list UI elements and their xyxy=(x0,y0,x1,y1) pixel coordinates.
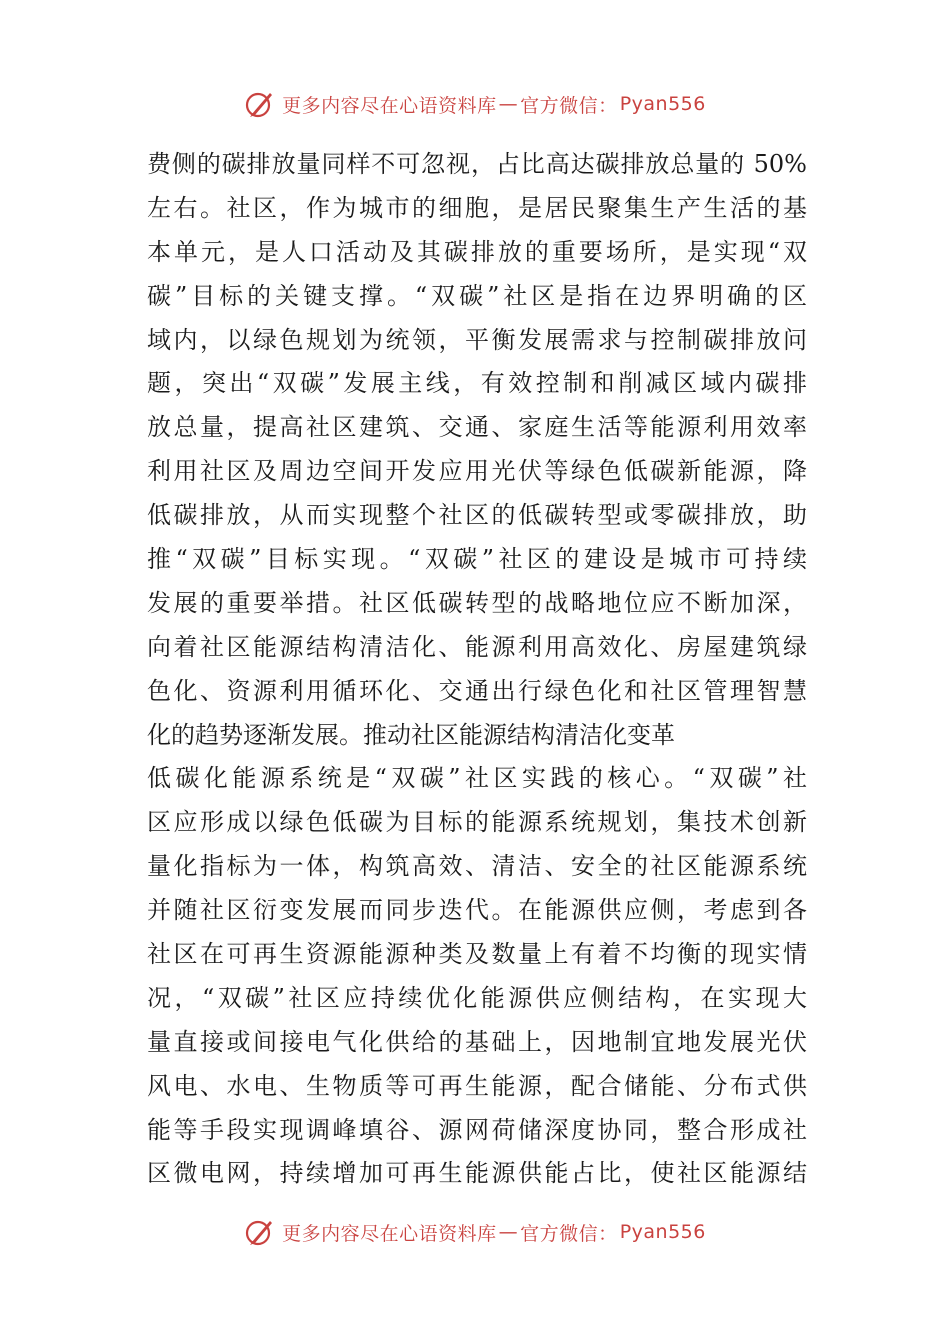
body-line: 区微电网，持续增加可再生能源供能占比，使社区能源结 xyxy=(147,1159,807,1188)
body-line: 向着社区能源结构清洁化、能源利用高效化、房屋建筑绿 xyxy=(147,632,807,661)
body-line: 发展的重要举措。社区低碳转型的战略地位应不断加深， xyxy=(147,588,807,617)
body-line: 低碳化能源系统是“双碳”社区实践的核心。“双碳”社 xyxy=(147,764,807,793)
banner-official-label: 官方微信： xyxy=(520,1222,618,1245)
body-line: 碳”目标的关键支撑。“双碳”社区是指在边界明确的区 xyxy=(147,281,807,310)
body-line: 左右。社区，作为城市的细胞，是居民聚集生产生活的基 xyxy=(147,193,807,222)
body-line: 色化、资源利用循环化、交通出行绿色化和社区管理智慧 xyxy=(147,676,807,705)
footer-banner xyxy=(0,1212,950,1252)
body-line: 区应形成以绿色低碳为目标的能源系统规划，集技术创新 xyxy=(147,808,807,837)
body-line: 况，“双碳”社区应持续优化能源供应侧结构，在实现大 xyxy=(147,983,807,1012)
body-line: 风电、水电、生物质等可再生能源，配合储能、分布式供 xyxy=(147,1071,807,1100)
body-line: 能等手段实现调峰填谷、源网荷储深度协同，整合形成社 xyxy=(147,1115,807,1144)
banner-official-label: 官方微信： xyxy=(520,94,618,117)
body-line: 本单元，是人口活动及其碳排放的重要场所，是实现“双 xyxy=(147,237,807,266)
banner-separator: — xyxy=(498,1221,519,1243)
body-line: 量直接或间接电气化供给的基础上，因地制宜地发展光伏 xyxy=(147,1027,807,1056)
body-line: 化的趋势逐渐发展。推动社区能源结构清洁化变革 xyxy=(147,720,675,749)
body-line: 低碳排放，从而实现整个社区的低碳转型或零碳排放，助 xyxy=(147,501,807,530)
body-line: 利用社区及周边空间开发应用光伏等绿色低碳新能源，降 xyxy=(147,457,807,486)
body-line: 推“双碳”目标实现。“双碳”社区的建设是城市可持续 xyxy=(147,545,807,574)
banner-text: 更多内容尽在心语资料库 xyxy=(282,94,497,117)
banner-handle: Pyan556 xyxy=(619,1221,706,1243)
header-banner xyxy=(0,84,950,124)
banner-text: 更多内容尽在心语资料库 xyxy=(282,1222,497,1245)
banner-separator: — xyxy=(498,93,519,115)
quill-pen-icon xyxy=(244,88,276,120)
body-line: 题，突出“双碳”发展主线，有效控制和削减区域内碳排 xyxy=(147,369,807,398)
document-body xyxy=(147,143,807,1196)
body-line: 域内，以绿色规划为统领，平衡发展需求与控制碳排放问 xyxy=(147,325,807,354)
body-line: 放总量，提高社区建筑、交通、家庭生活等能源利用效率 xyxy=(147,413,807,442)
body-line: 社区在可再生资源能源种类及数量上有着不均衡的现实情 xyxy=(147,940,807,969)
body-line: 费侧的碳排放量同样不可忽视，占比高达碳排放总量的 50% xyxy=(147,150,807,178)
quill-pen-icon xyxy=(244,1216,276,1248)
body-line: 量化指标为一体，构筑高效、清洁、安全的社区能源系统 xyxy=(147,852,807,881)
banner-handle: Pyan556 xyxy=(619,93,706,115)
body-line: 并随社区衍变发展而同步迭代。在能源供应侧，考虑到各 xyxy=(147,896,807,925)
